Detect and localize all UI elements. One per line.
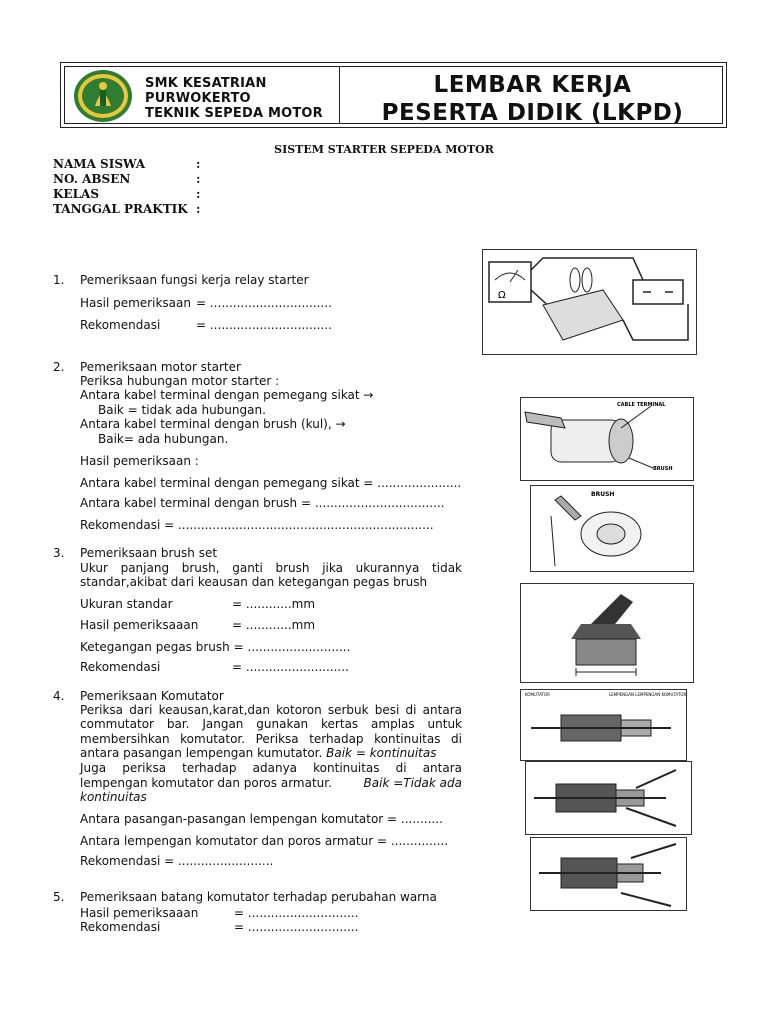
- brush-measure-image: [520, 583, 694, 683]
- s4-para-6-text: lempengan komutator dan poros armatur.: [80, 776, 332, 790]
- s4-good-no-continuity: Baik =Tidak ada: [363, 776, 462, 790]
- s4-para-3: membersihkan komutator. Periksa terhadap kontinuitas di: [80, 732, 462, 746]
- section-3-number: 3.: [53, 546, 65, 560]
- cable-terminal-label: CABLE TERMINAL: [617, 402, 666, 408]
- relay-test-diagram: [482, 249, 697, 355]
- s3-rec-label: Rekomendasi: [80, 660, 161, 674]
- identity-row: [53, 202, 200, 217]
- s4-para-4: [80, 746, 436, 760]
- s4-para-6: [80, 776, 462, 790]
- identity-label: NO. ABSEN: [53, 172, 131, 186]
- s3-desc-2: standar,akibat dari keausan dan ketegangan pegas brush: [80, 575, 428, 589]
- s4-question-2: Antara lempengan komutator dan poros armatur = ...............: [80, 834, 449, 848]
- s3-desc-1: Ukur panjang brush, ganti brush jika ukurannya tidak: [80, 561, 462, 575]
- s3-std-label: Ukuran standar: [80, 597, 173, 611]
- identity-colon: :: [196, 187, 201, 201]
- identity-row: [53, 187, 200, 202]
- brush-label-2: BRUSH: [591, 491, 615, 498]
- cable-terminal-image: [520, 397, 694, 481]
- s3-spring-tension: Ketegangan pegas brush = ...........................: [80, 640, 351, 654]
- identity-colon: :: [196, 202, 201, 216]
- s4-para-4-text: antara pasangan lempengan kumutator.: [80, 746, 327, 760]
- section-2-heading: Pemeriksaan motor starter: [80, 360, 241, 374]
- commutator-image-2: [525, 761, 692, 835]
- brush-label: BRUSH: [653, 466, 673, 472]
- s4-good-continuity: Baik = kontinuitas: [326, 746, 437, 760]
- commutator-image-1: [520, 689, 687, 761]
- document-title: [340, 71, 725, 127]
- identity-colon: :: [196, 172, 201, 186]
- s4-recommendation: Rekomendasi = .........................: [80, 854, 274, 868]
- header-inner-border: [64, 66, 723, 124]
- s2-question-1: Antara kabel terminal dengan pemegang sikat = ......................: [80, 476, 462, 490]
- section-5-number: 5.: [53, 890, 65, 904]
- s2-line-2: Antara kabel terminal dengan pemegang sikat →: [80, 388, 374, 402]
- s2-line-5: Baik= ada hubungan.: [98, 432, 229, 446]
- section-4-heading: Pemeriksaan Komutator: [80, 689, 224, 703]
- identity-label: TANGGAL PRAKTIK: [53, 202, 188, 216]
- s3-rec-value: = ...........................: [232, 660, 349, 674]
- s4-question-1: Antara pasangan-pasangan lempengan komutator = ...........: [80, 812, 443, 826]
- s2-question-2: Antara kabel terminal dengan brush = ..................................: [80, 496, 445, 510]
- identity-colon: :: [196, 157, 201, 171]
- header-box: [60, 62, 727, 128]
- s1-rec-value: = ................................: [196, 318, 332, 332]
- worksheet-title: SISTEM STARTER SEPEDA MOTOR: [274, 143, 494, 156]
- commutator-image-3: [530, 837, 687, 911]
- doc-title-line-1: LEMBAR KERJA: [433, 72, 632, 98]
- s2-recommendation: Rekomendasi = ...................................................................: [80, 518, 434, 532]
- s4-para-5: Juga periksa terhadap adanya kontinuitas di antara: [80, 761, 462, 775]
- s2-line-3: Baik = tidak ada hubungan.: [98, 403, 266, 417]
- s2-line-4: Antara kabel terminal dengan brush (kul), →: [80, 417, 346, 431]
- school-line-3: TEKNIK SEPEDA MOTOR: [145, 106, 323, 121]
- commutator-label: KOMUTATOR: [525, 692, 550, 697]
- brush-holder-image: [530, 485, 694, 572]
- s1-result-value: = ................................: [196, 296, 332, 310]
- student-identity: [53, 157, 200, 217]
- svg-text:Ω: Ω: [498, 290, 506, 301]
- section-5-heading: Pemeriksaan batang komutator terhadap perubahan warna: [80, 890, 437, 904]
- s5-rec-value: = .............................: [234, 920, 359, 934]
- s4-para-7: kontinuitas: [80, 790, 147, 804]
- s5-result-value: = .............................: [234, 906, 359, 920]
- s1-rec-label: Rekomendasi: [80, 318, 161, 332]
- section-2-number: 2.: [53, 360, 65, 374]
- identity-label: NAMA SISWA: [53, 157, 146, 171]
- school-logo: [71, 68, 135, 124]
- s5-rec-label: Rekomendasi: [80, 920, 161, 934]
- s3-std-value: = ............mm: [232, 597, 316, 611]
- s3-result-label: Hasil pemeriksaaan: [80, 618, 199, 632]
- s4-para-2: commutator bar. Jangan gunakan kertas amplas untuk: [80, 717, 462, 731]
- identity-row: [53, 172, 200, 187]
- identity-row: [53, 157, 200, 172]
- section-3-heading: Pemeriksaan brush set: [80, 546, 218, 560]
- school-line-1: SMK KESATRIAN: [145, 76, 267, 91]
- section-4-number: 4.: [53, 689, 65, 703]
- doc-title-line-2: PESERTA DIDIK (LKPD): [381, 100, 684, 126]
- s5-result-label: Hasil pemeriksaaan: [80, 906, 199, 920]
- s2-hasil-label: Hasil pemeriksaan :: [80, 454, 199, 468]
- commutator-plates-label: LEMPENGAN LEMPENGAN KOMUTATOR: [609, 692, 686, 697]
- s1-result-label: Hasil pemeriksaan: [80, 296, 191, 310]
- s3-result-value: = ............mm: [232, 618, 316, 632]
- section-1-heading: Pemeriksaan fungsi kerja relay starter: [80, 273, 309, 287]
- s2-line-1: Periksa hubungan motor starter :: [80, 374, 280, 388]
- school-line-2: PURWOKERTO: [145, 91, 251, 106]
- school-name: [145, 76, 323, 121]
- s4-para-1: Periksa dari keausan,karat,dan kotoron serbuk besi di antara: [80, 703, 462, 717]
- section-1-number: 1.: [53, 273, 65, 287]
- identity-label: KELAS: [53, 187, 99, 201]
